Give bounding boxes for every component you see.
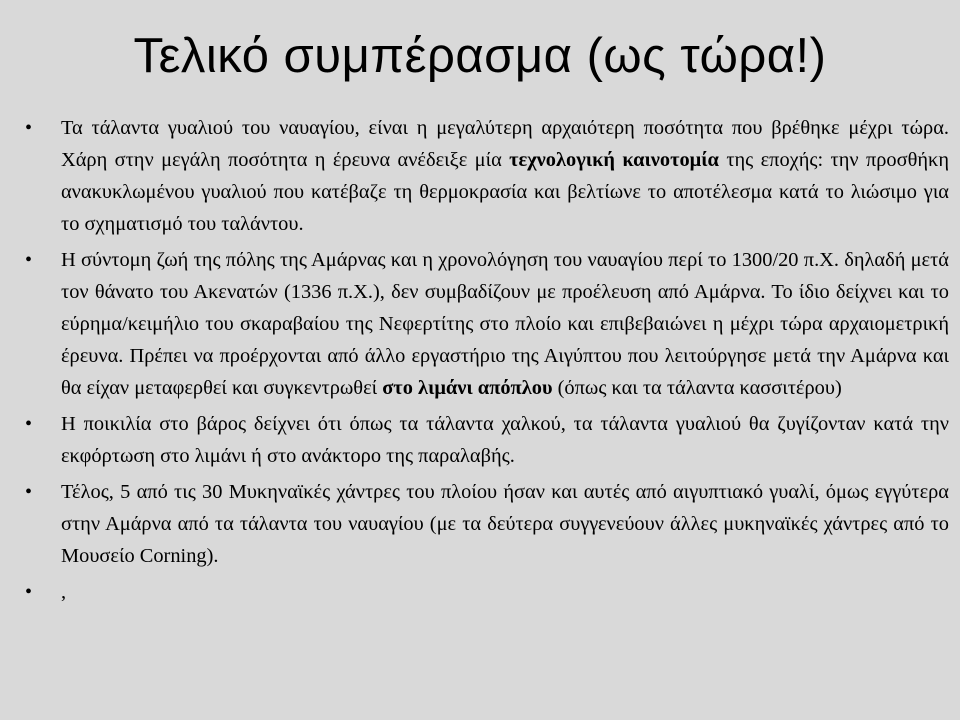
bullet-icon: • — [25, 581, 33, 603]
bullet-text: , — [61, 581, 67, 603]
bullet-item — [0, 408, 949, 472]
bullet-item — [0, 112, 949, 240]
bullet-icon: • — [25, 413, 33, 435]
bullet-text: Η ποικιλία στο βάρος δείχνει ότι όπως τα τάλαντα χαλκού, τα τάλαντα γυαλιού θα ζυγίζονταν κατά την εκφόρτωση στο λιμάνι ή στο ανάκτορο της παραλαβής. — [61, 413, 949, 467]
bullet-item — [0, 476, 949, 572]
bullet-item — [0, 244, 949, 404]
bullet-text: (όπως και τα τάλαντα κασσιτέρου) — [552, 377, 842, 399]
bullet-icon: • — [25, 117, 33, 139]
bullet-icon: • — [25, 249, 33, 271]
bullet-item — [0, 576, 949, 608]
bullet-bold-text: τεχνολογική καινοτομία — [509, 149, 719, 171]
slide-title: Τελικό συμπέρασμα (ως τώρα!) — [133, 29, 827, 83]
bullet-text: Η σύντομη ζωή της πόλης της Αμάρνας και η χρονολόγηση του ναυαγίου περί το 1300/20 π.Χ. δηλαδή μετά τον θάνατο του Ακενατών (1336 π.Χ.), δεν συμβαδίζουν με προέλευση από Αμάρνα. Το ίδιο δείχνει και το εύρημα/κειμήλιο του σκαραβαίου της Νεφερτίτης στο πλοίο και επιβεβαιώνει η μέχρι τώρα αρχαιομετρική έρευνα. Πρέπει να προέρχονται από άλλο εργαστήριο της Αιγύπτου που λειτούργησε μετά την Αμάρνα και θα είχαν μεταφερθεί και συγκεντρωθεί — [61, 249, 949, 399]
bullet-bold-text: στο λιμάνι απόπλου — [382, 377, 553, 399]
bullet-list — [0, 112, 960, 612]
bullet-text: Τέλος, 5 από τις 30 Μυκηναϊκές χάντρες του πλοίου ήσαν και αυτές από αιγυπτιακό γυαλί, όμως εγγύτερα στην Αμάρνα από τα τάλαντα του ναυαγίου (με τα δεύτερα συγγενεύουν άλλες μυκηναϊκές χάντρες από το Μουσείο Corning). — [61, 481, 949, 567]
bullet-icon: • — [25, 481, 33, 503]
bullet-text: της εποχής: την προσθήκη ανακυκλωμένου γυαλιού που κατέβαζε τη θερμοκρασία και βελτίωνε το αποτέλεσμα κατά το λιώσιμο για το σχηματισμό του ταλάντου. — [61, 149, 949, 235]
bullet-text: Τα τάλαντα γυαλιού του ναυαγίου, είναι η μεγαλύτερη αρχαιότερη ποσότητα που βρέθηκε μέχρι τώρα. Χάρη στην μεγάλη ποσότητα η έρευνα ανέδειξε μία — [61, 117, 949, 171]
